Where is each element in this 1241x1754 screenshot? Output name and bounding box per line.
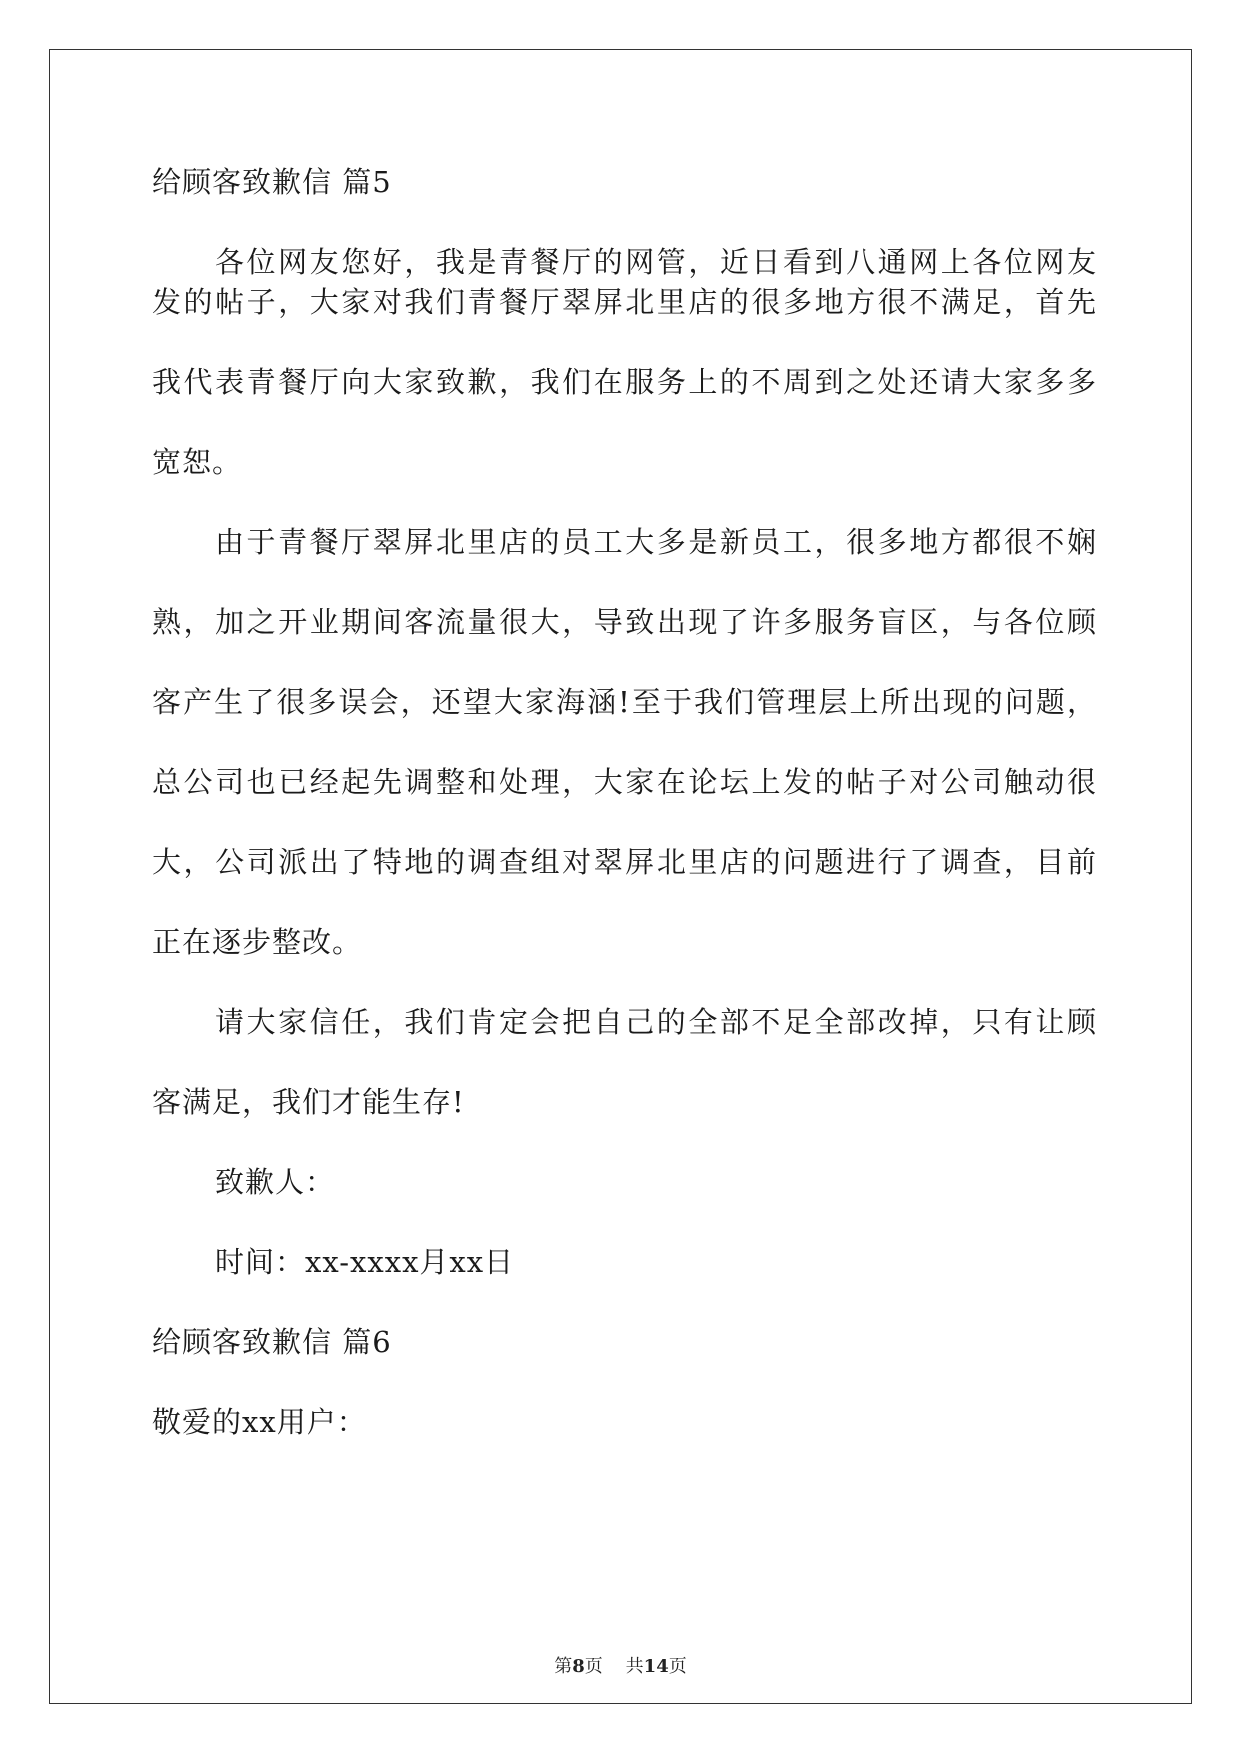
total-page-number: 14 xyxy=(643,1656,669,1677)
paragraph-line: 由于青餐厅翠屏北里店的员工大多是新员工，很多地方都很不娴 xyxy=(215,525,1097,559)
footer-prefix: 第 xyxy=(554,1656,573,1677)
section-heading-5: 给顾客致歉信 篇5 xyxy=(152,165,392,199)
footer-total-prefix: 共 xyxy=(625,1656,644,1677)
paragraph-line: 客满足，我们才能生存! xyxy=(152,1085,465,1119)
footer-page-suffix: 页 xyxy=(584,1656,603,1677)
paragraph-line: 我代表青餐厅向大家致歉，我们在服务上的不周到之处还请大家多多 xyxy=(152,365,1097,399)
paragraph-line: 请大家信任，我们肯定会把自己的全部不足全部改掉，只有让顾 xyxy=(215,1005,1097,1039)
date-line: 时间：xx-xxxx月xx日 xyxy=(215,1245,515,1279)
paragraph-line: 正在逐步整改。 xyxy=(152,925,363,959)
page-footer xyxy=(0,1655,1241,1679)
section-heading-6: 给顾客致歉信 篇6 xyxy=(152,1325,392,1359)
paragraph-line: 大，公司派出了特地的调查组对翠屏北里店的问题进行了调查，目前 xyxy=(152,845,1097,879)
salutation-line: 敬爱的xx用户： xyxy=(152,1405,367,1439)
paragraph-line: 总公司也已经起先调整和处理，大家在论坛上发的帖子对公司触动很 xyxy=(152,765,1097,799)
paragraph-line: 发的帖子，大家对我们青餐厅翠屏北里店的很多地方很不满足，首先 xyxy=(152,285,1097,319)
paragraph-line: 熟，加之开业期间客流量很大，导致出现了许多服务盲区，与各位顾 xyxy=(152,605,1097,639)
signer-line: 致歉人： xyxy=(215,1165,336,1199)
paragraph-line: 宽恕。 xyxy=(152,445,243,479)
document-body xyxy=(152,162,1097,1442)
paragraph-line: 客产生了很多误会，还望大家海涵!至于我们管理层上所出现的问题， xyxy=(152,685,1097,719)
paragraph-line: 各位网友您好，我是青餐厅的网管，近日看到八通网上各位网友 xyxy=(215,245,1097,279)
footer-total-suffix: 页 xyxy=(668,1656,687,1677)
current-page-number: 8 xyxy=(572,1656,585,1677)
